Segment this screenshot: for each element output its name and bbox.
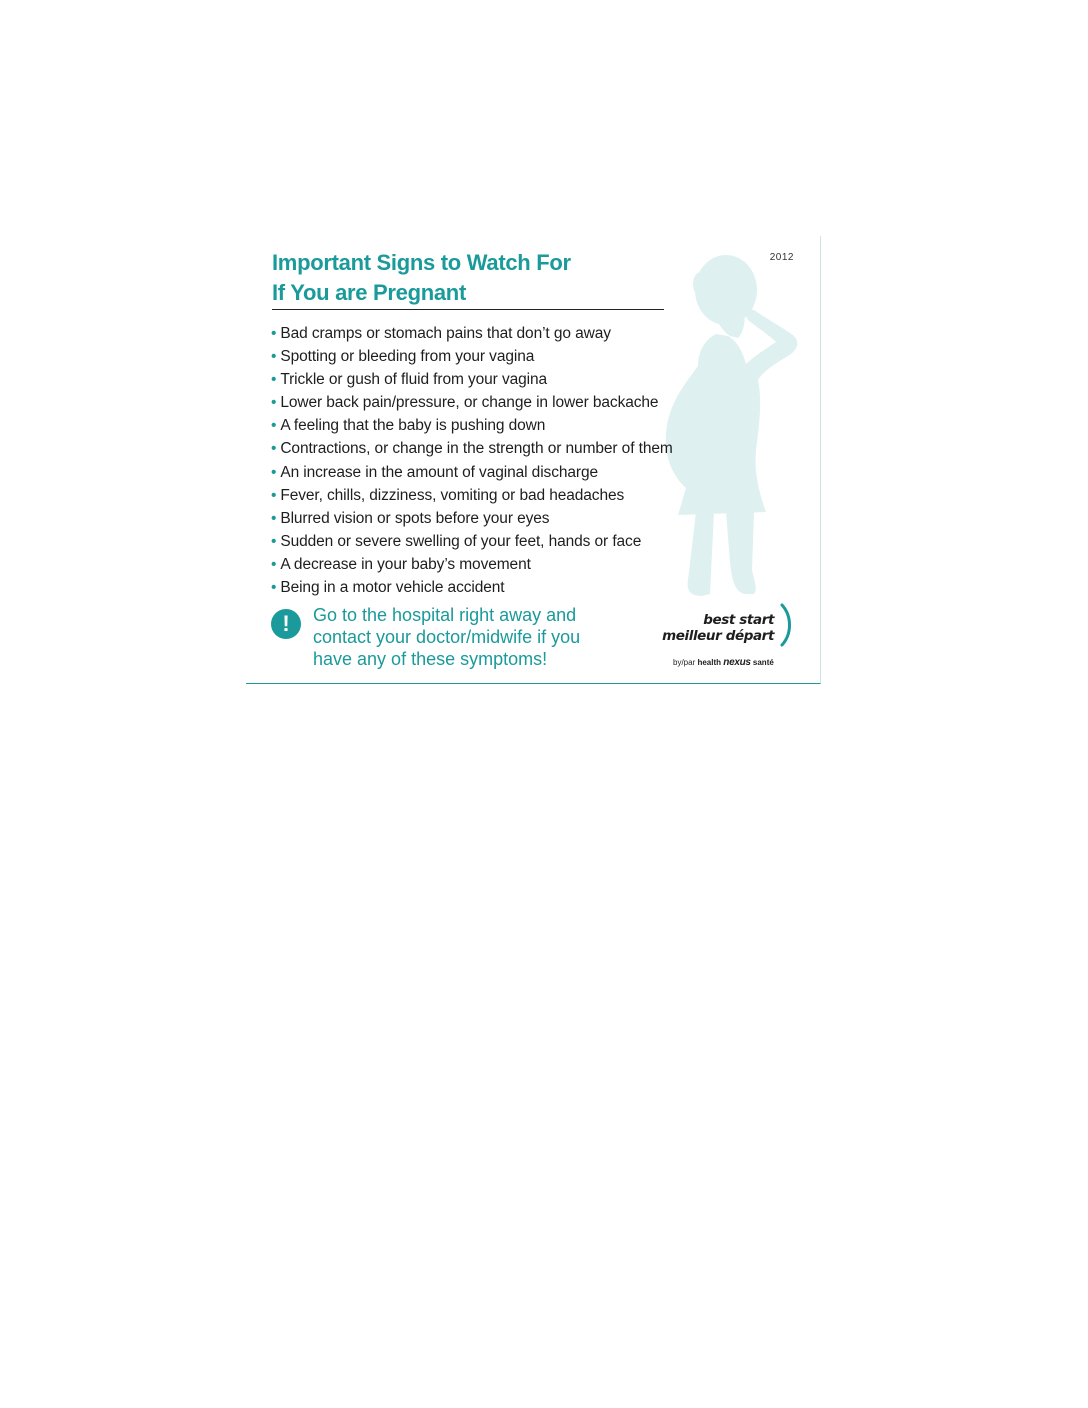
bullet-icon: • <box>271 486 277 504</box>
callout-line-1: Go to the hospital right away and <box>313 605 577 625</box>
logo-name-en: best start <box>703 612 774 628</box>
list-item: • Spotting or bleeding from your vagina <box>271 348 535 366</box>
bullet-icon: • <box>271 394 277 412</box>
byline-nexus: nexus <box>723 657 751 668</box>
list-item: • Bad cramps or stomach pains that don’t go away <box>271 325 611 342</box>
bullet-icon: • <box>271 371 277 389</box>
callout-line-2: contact your doctor/midwife if you <box>313 627 581 647</box>
list-item: • An increase in the amount of vaginal discharge <box>271 463 598 481</box>
list-item: • Sudden or severe swelling of your feet, hands or face <box>271 532 642 550</box>
best-start-logo <box>662 604 796 674</box>
warning-signs-card <box>246 236 821 684</box>
list-item: • Lower back pain/pressure, or change in lower backache <box>271 394 659 412</box>
byline-by: by/par <box>673 658 696 667</box>
title-line-1: Important Signs to Watch For <box>272 250 571 275</box>
warning-signs-list <box>271 322 673 599</box>
list-item: • A decrease in your baby’s movement <box>271 555 531 573</box>
byline-health: health <box>697 658 722 667</box>
bullet-icon: • <box>271 532 277 550</box>
publication-year: 2012 <box>769 252 794 263</box>
exclamation-icon: ! <box>271 609 301 639</box>
bullet-icon: • <box>271 348 277 366</box>
list-item: • Blurred vision or spots before your eyes <box>271 509 550 527</box>
bullet-icon: • <box>271 509 277 527</box>
byline-sante: santé <box>752 658 774 667</box>
bullet-icon: • <box>271 555 277 573</box>
bullet-icon: • <box>271 440 277 458</box>
page-title <box>272 248 664 310</box>
bullet-icon: • <box>271 463 277 481</box>
logo-name-fr: meilleur départ <box>662 628 774 644</box>
pregnant-woman-silhouette-icon <box>658 250 808 602</box>
bullet-icon: • <box>271 579 277 597</box>
bullet-icon: • <box>271 325 277 342</box>
callout-line-3: have any of these symptoms! <box>313 649 548 669</box>
bullet-icon: • <box>271 417 277 435</box>
list-item: • Being in a motor vehicle accident <box>271 579 505 597</box>
list-item: • Contractions, or change in the strength or number of them <box>271 440 673 458</box>
logo-byline <box>673 657 774 668</box>
list-item: • A feeling that the baby is pushing down <box>271 417 546 435</box>
list-item: • Trickle or gush of fluid from your vagina <box>271 371 548 389</box>
title-line-2: If You are Pregnant <box>272 280 466 305</box>
hospital-callout <box>313 604 633 670</box>
parenthesis-arc-icon <box>778 602 796 648</box>
list-item: • Fever, chills, dizziness, vomiting or bad headaches <box>271 486 625 504</box>
